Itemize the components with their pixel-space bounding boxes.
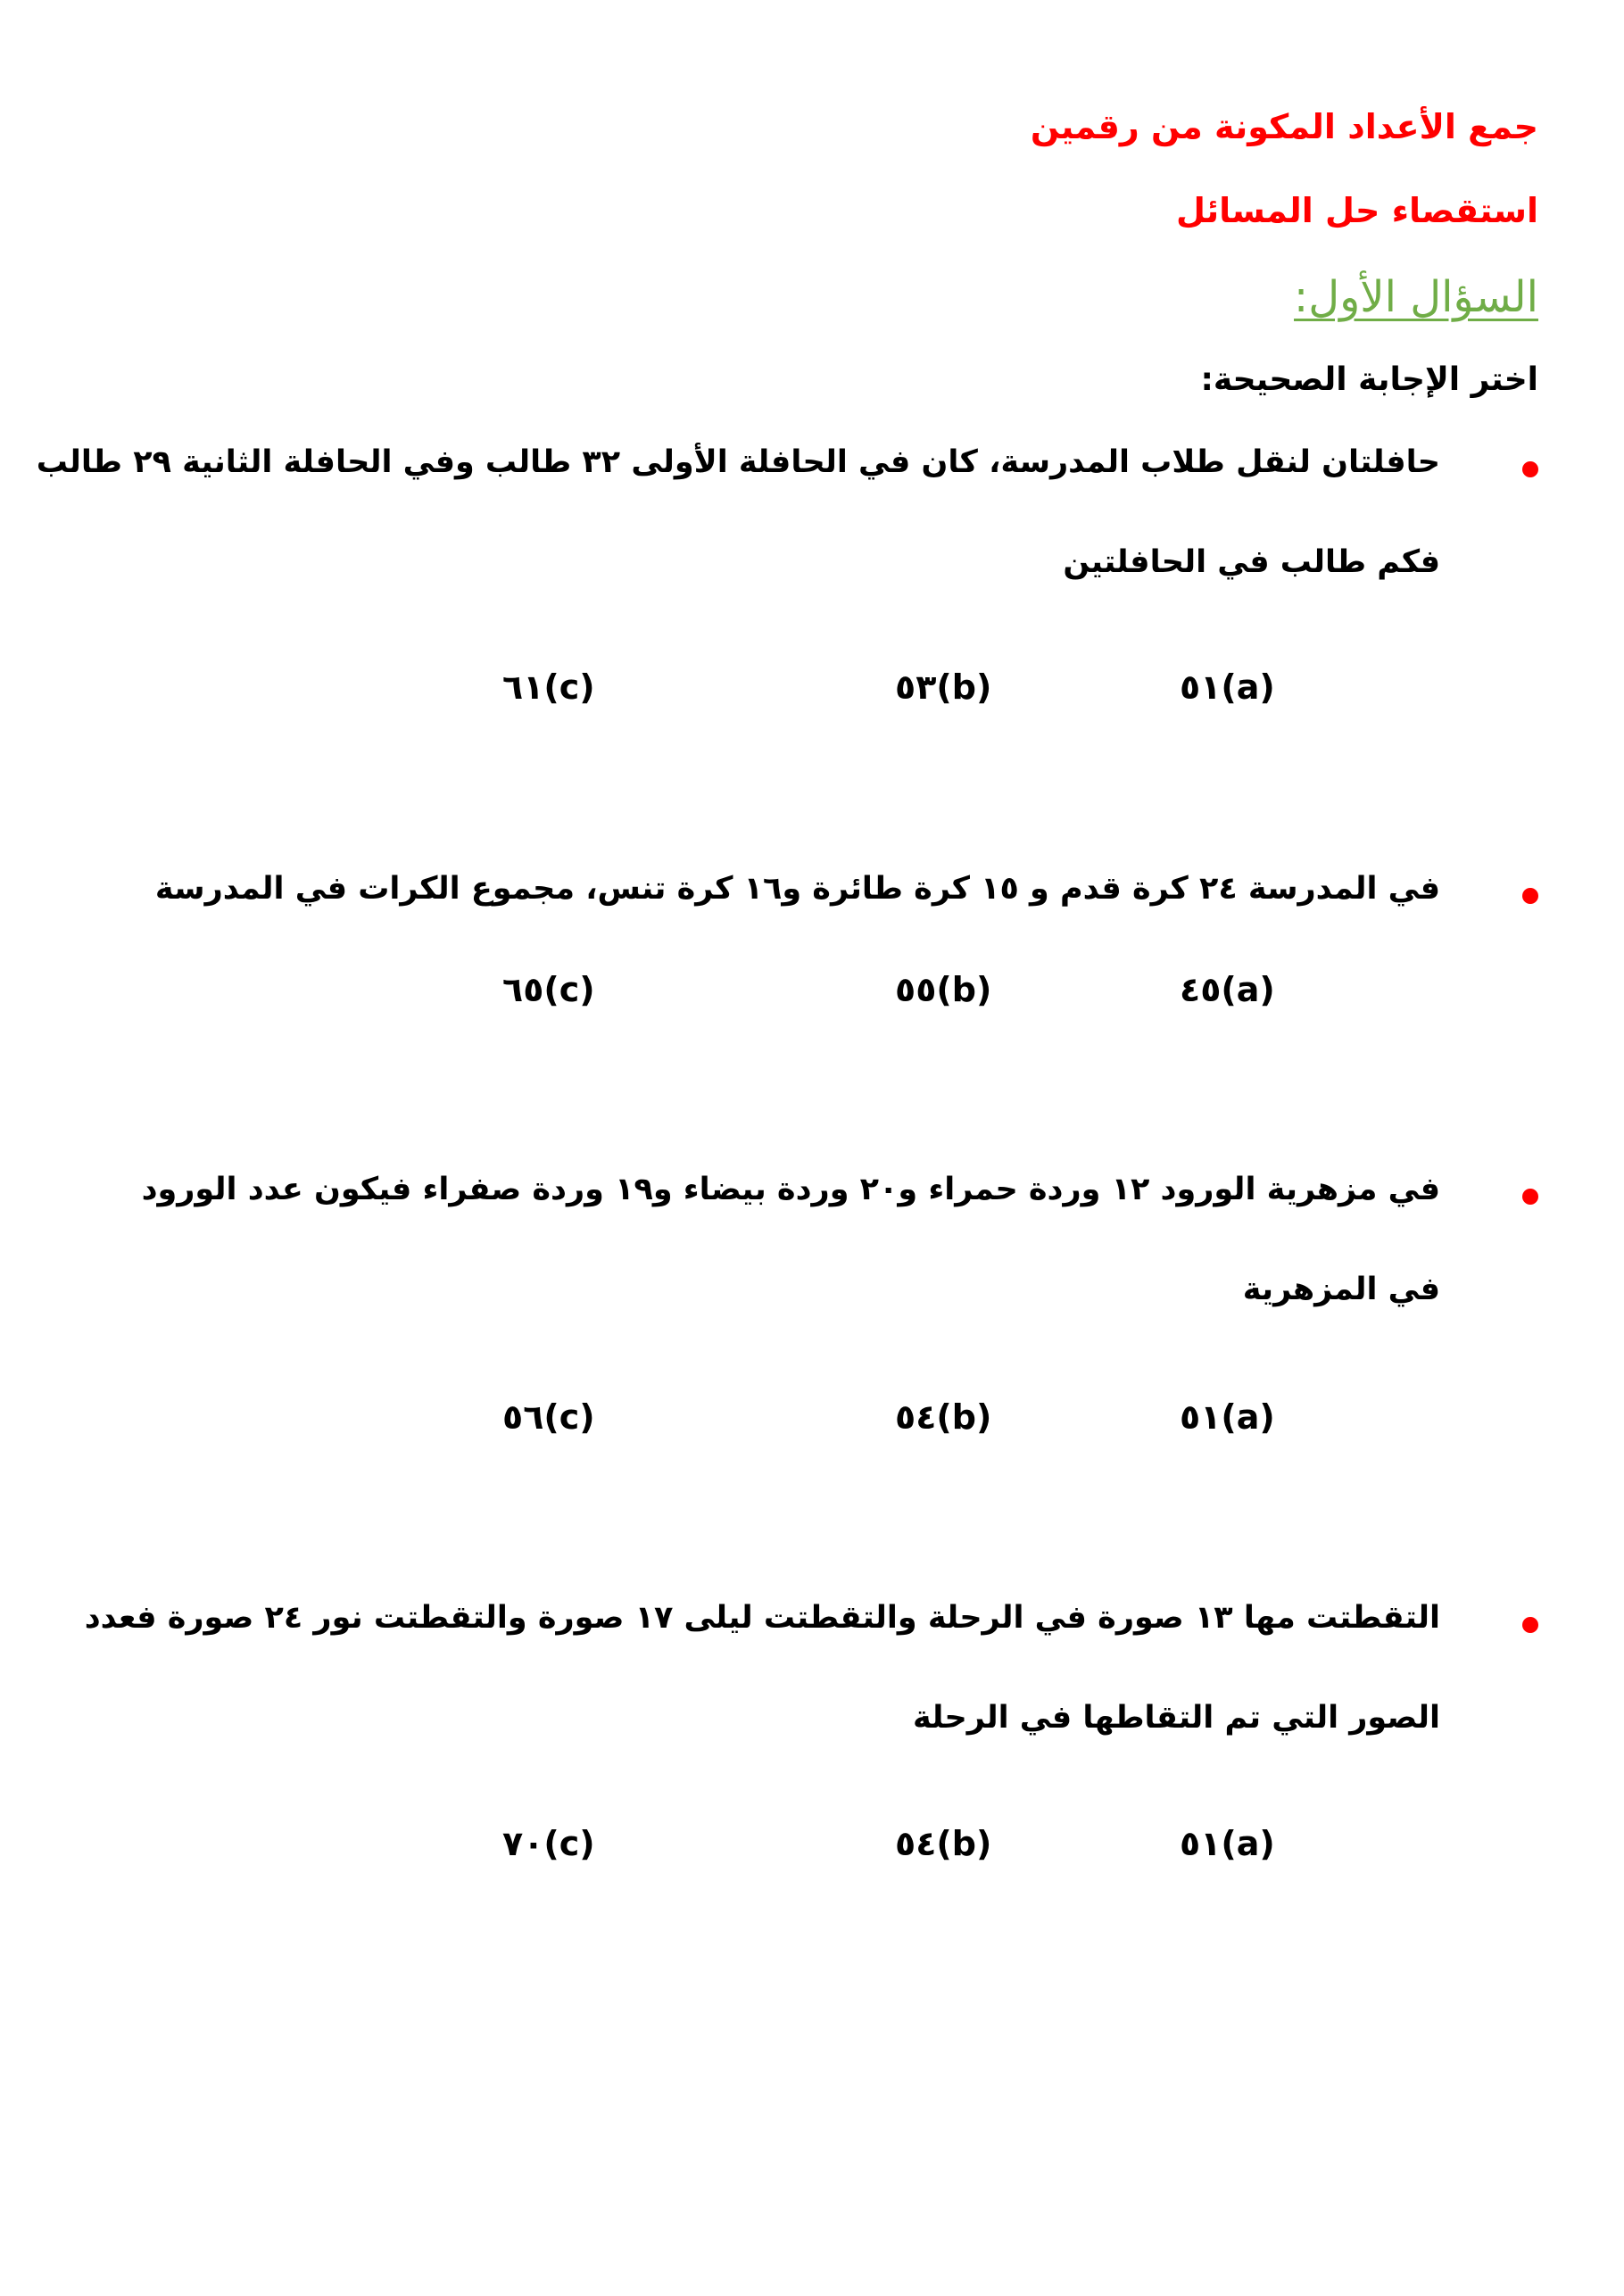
question-1-option-c: ٦١(c) [502,667,595,707]
question-4-line-2: الصور التي تم التقاطها في الرحلة [912,1700,1440,1736]
section-heading: السؤال الأول: [1294,272,1538,322]
question-3-line-1: في مزهرية الورود ١٢ وردة حمراء و٢٠ وردة بيضاء و١٩ وردة صفراء فيكون عدد الورود [141,1172,1440,1207]
question-3-option-b: ٥٤(b) [895,1397,992,1437]
question-1-option-b: ٥٣(b) [895,667,992,707]
page-subtitle: استقصاء حل المسائل [1175,191,1538,230]
question-4-option-c: ٧٠(c) [502,1824,595,1863]
question-3-line-2: في المزهرية [1242,1272,1440,1307]
bullet-icon [1522,1617,1538,1633]
question-2-line-1: في المدرسة ٢٤ كرة قدم و ١٥ كرة طائرة و١٦ كرة تنس، مجموع الكرات في المدرسة [154,871,1440,907]
page-title: جمع الأعداد المكونة من رقمين [1030,107,1538,146]
question-2-option-c: ٦٥(c) [502,970,595,1009]
bullet-icon [1522,1189,1538,1205]
question-1-line-2: فكم طالب في الحافلتين [1063,544,1440,580]
question-1-line-1: حافلتان لنقل طلاب المدرسة، كان في الحافلة الأولى ٣٢ طالب وفي الحافلة الثانية ٢٩ طالب [36,444,1440,480]
question-2-option-b: ٥٥(b) [895,970,992,1009]
bullet-icon [1522,461,1538,477]
bullet-icon [1522,888,1538,904]
instruction-text: اختر الإجابة الصحيحة: [1200,361,1538,398]
question-3-option-c: ٥٦(c) [502,1397,595,1437]
question-2-option-a: ٤٥(a) [1180,970,1275,1009]
question-3-option-a: ٥١(a) [1180,1397,1275,1437]
question-4-option-a: ٥١(a) [1180,1824,1275,1863]
question-4-option-b: ٥٤(b) [895,1824,992,1863]
question-1-option-a: ٥١(a) [1180,667,1275,707]
question-4-line-1: التقطتت مها ١٣ صورة في الرحلة والتقطتت ليلى ١٧ صورة والتقطتت نور ٢٤ صورة فعدد [84,1600,1440,1636]
